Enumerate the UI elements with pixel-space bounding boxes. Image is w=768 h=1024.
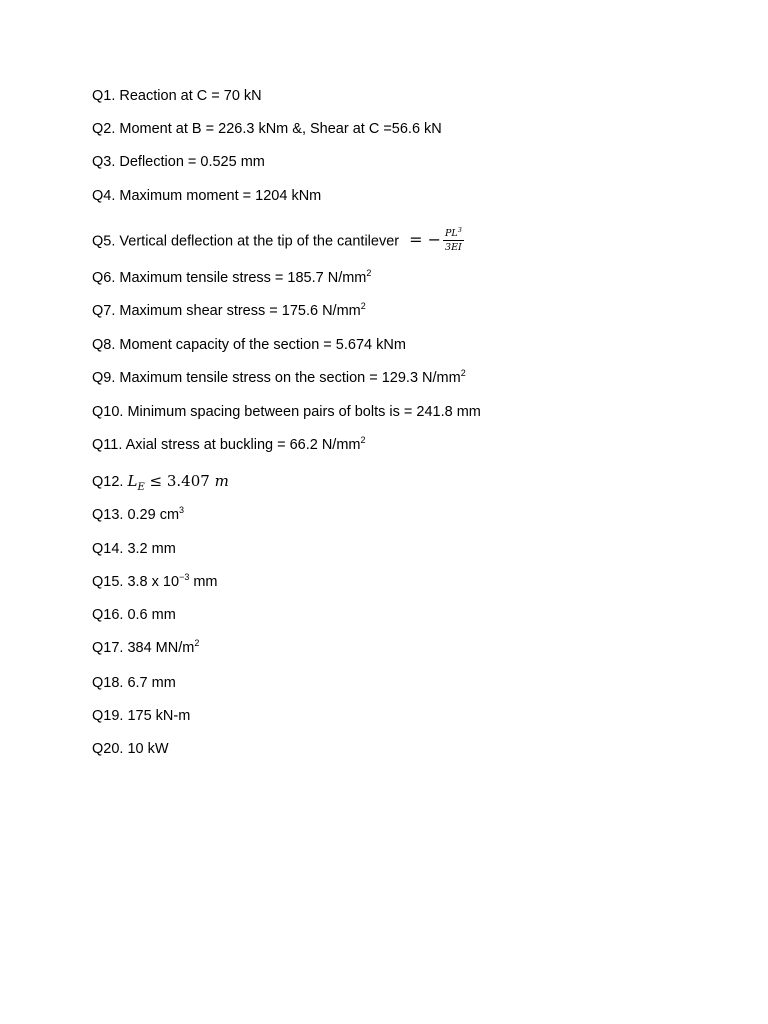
answer-q4: Q4. Maximum moment = 1204 kNm (92, 188, 322, 204)
answer-q20: Q20. 10 kW (92, 741, 169, 757)
answer-q15-exponent: −3 (179, 572, 190, 582)
answer-q15-text: Q15. 3.8 x 10 (92, 574, 180, 590)
answer-q12-subscript: E (137, 482, 145, 493)
answer-q15 (92, 573, 218, 591)
answer-q17 (92, 639, 199, 657)
answer-q17-text: Q17. 384 MN/m (92, 640, 195, 656)
answer-q12-math (127, 472, 229, 493)
answer-q11-exponent: 2 (360, 435, 366, 445)
answer-q13-exponent: 3 (179, 505, 185, 515)
answer-q5 (92, 226, 464, 254)
answer-q7-text: Q7. Maximum shear stress = 175.6 N/mm (92, 303, 361, 319)
answer-q5-equals: = − (409, 230, 441, 250)
answer-q13-text: Q13. 0.29 cm (92, 507, 180, 523)
answer-q9 (92, 369, 466, 387)
answer-q12 (92, 472, 229, 497)
answer-q5-text: Q5. Vertical deflection at the tip of the cantilever (92, 233, 400, 250)
answer-q12-variable: L (127, 472, 138, 490)
answer-q18: Q18. 6.7 mm (92, 675, 176, 691)
answer-q17-exponent: 2 (194, 638, 200, 648)
answer-q12-relation: ≤ 3.407 (149, 472, 210, 490)
answer-q8: Q8. Moment capacity of the section = 5.674 kNm (92, 337, 406, 353)
answer-q13 (92, 506, 184, 524)
answer-q12-unit: m (214, 472, 229, 490)
answer-q5-fraction (443, 228, 464, 253)
answer-q16: Q16. 0.6 mm (92, 607, 176, 623)
answer-q3: Q3. Deflection = 0.525 mm (92, 154, 265, 170)
answer-q12-label: Q12. (92, 474, 124, 490)
answer-q7-exponent: 2 (360, 301, 366, 311)
answer-q14: Q14. 3.2 mm (92, 541, 176, 557)
answer-q1: Q1. Reaction at C = 70 kN (92, 88, 262, 104)
answer-q9-text: Q9. Maximum tensile stress on the section = 129.3 N/mm (92, 370, 461, 386)
answer-q5-numerator (443, 228, 464, 241)
answer-q5-numerator-exponent: 3 (457, 226, 462, 234)
answer-q7 (92, 302, 366, 320)
answer-q11-text: Q11. Axial stress at buckling = 66.2 N/mm (92, 437, 361, 453)
answer-q6 (92, 269, 371, 287)
answer-q5-denominator: 3EI (445, 242, 462, 253)
answer-q9-exponent: 2 (460, 368, 466, 378)
answer-q19: Q19. 175 kN-m (92, 708, 191, 724)
answer-q6-text: Q6. Maximum tensile stress = 185.7 N/mm (92, 270, 367, 286)
answer-q5-numerator-base: PL (445, 228, 458, 239)
answer-q10: Q10. Minimum spacing between pairs of bolts is = 241.8 mm (92, 404, 481, 420)
answer-q11 (92, 436, 366, 454)
answer-q6-exponent: 2 (366, 268, 372, 278)
answer-q2: Q2. Moment at B = 226.3 kNm &, Shear at C =56.6 kN (92, 121, 442, 137)
answer-q15-unit: mm (189, 574, 218, 590)
